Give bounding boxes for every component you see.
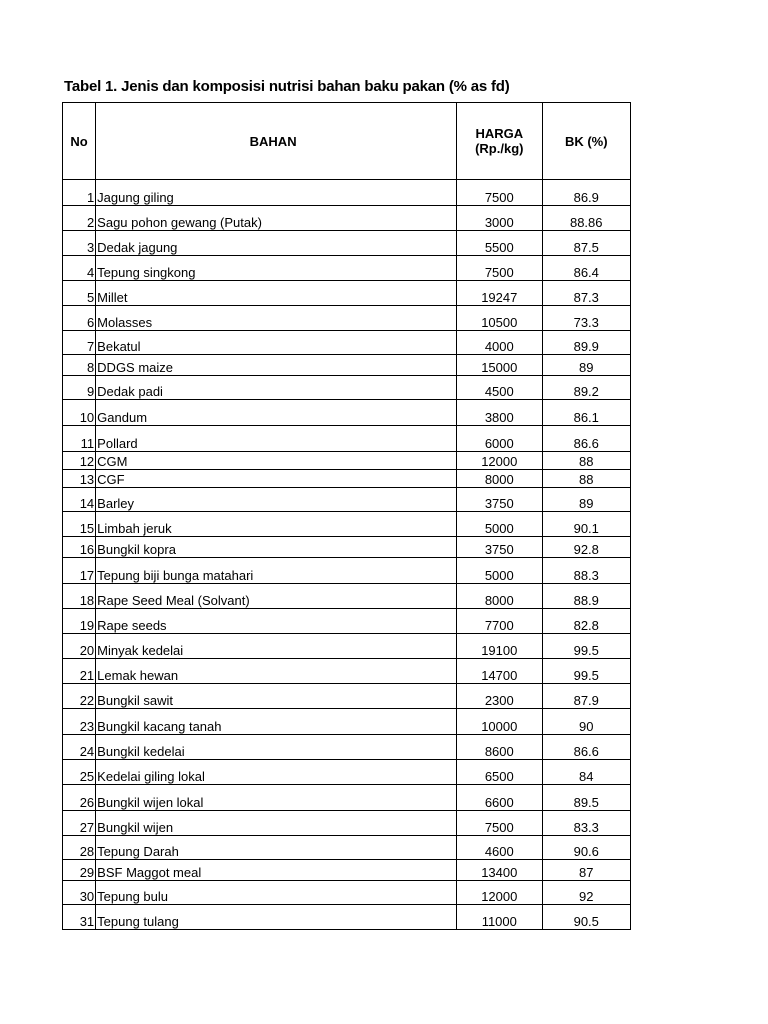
table-row xyxy=(63,331,631,355)
row-number: 8 xyxy=(63,355,96,376)
row-number: 31 xyxy=(63,905,96,930)
row-bk: 90.5 xyxy=(542,905,631,930)
table-row xyxy=(63,860,631,881)
row-bahan: DDGS maize xyxy=(96,355,457,376)
row-bk: 88.3 xyxy=(542,558,631,584)
row-harga: 8000 xyxy=(457,584,542,609)
row-bk: 90 xyxy=(542,709,631,735)
column-header-harga-line2: (Rp./kg) xyxy=(475,141,524,156)
row-harga: 4000 xyxy=(457,331,542,355)
row-harga: 15000 xyxy=(457,355,542,376)
table-row xyxy=(63,584,631,609)
row-bk: 73.3 xyxy=(542,306,631,331)
table-row xyxy=(63,512,631,537)
table-header-row xyxy=(63,103,631,180)
row-bk: 86.4 xyxy=(542,256,631,281)
row-number: 25 xyxy=(63,760,96,785)
row-harga: 19100 xyxy=(457,634,542,659)
table-row xyxy=(63,558,631,584)
row-bahan: Tepung biji bunga matahari xyxy=(96,558,457,584)
row-bahan: CGF xyxy=(96,470,457,488)
table-row xyxy=(63,785,631,811)
row-bahan: Dedak padi xyxy=(96,376,457,400)
table-row xyxy=(63,488,631,512)
table-row xyxy=(63,426,631,452)
row-number: 23 xyxy=(63,709,96,735)
table-row xyxy=(63,256,631,281)
row-harga: 5500 xyxy=(457,231,542,256)
table-row xyxy=(63,760,631,785)
row-bahan: Tepung Darah xyxy=(96,836,457,860)
row-harga: 5000 xyxy=(457,512,542,537)
row-number: 20 xyxy=(63,634,96,659)
table-row xyxy=(63,400,631,426)
row-number: 14 xyxy=(63,488,96,512)
row-bk: 92 xyxy=(542,881,631,905)
column-header-bahan: BAHAN xyxy=(96,103,457,180)
row-bahan: Tepung bulu xyxy=(96,881,457,905)
row-bk: 87.3 xyxy=(542,281,631,306)
row-bahan: Rape seeds xyxy=(96,609,457,634)
row-harga: 7700 xyxy=(457,609,542,634)
row-number: 10 xyxy=(63,400,96,426)
row-harga: 6500 xyxy=(457,760,542,785)
table-row xyxy=(63,376,631,400)
row-bahan: Pollard xyxy=(96,426,457,452)
row-bahan: Millet xyxy=(96,281,457,306)
row-bahan: Minyak kedelai xyxy=(96,634,457,659)
row-bk: 99.5 xyxy=(542,634,631,659)
row-harga: 13400 xyxy=(457,860,542,881)
row-bahan: Tepung tulang xyxy=(96,905,457,930)
row-harga: 2300 xyxy=(457,684,542,709)
table-row xyxy=(63,281,631,306)
table-row xyxy=(63,537,631,558)
row-bahan: Barley xyxy=(96,488,457,512)
table-row xyxy=(63,206,631,231)
row-harga: 8600 xyxy=(457,735,542,760)
row-bk: 82.8 xyxy=(542,609,631,634)
row-bk: 86.1 xyxy=(542,400,631,426)
table-row xyxy=(63,836,631,860)
row-bk: 86.9 xyxy=(542,180,631,206)
row-bahan: Jagung giling xyxy=(96,180,457,206)
row-number: 11 xyxy=(63,426,96,452)
row-bahan: Bungkil sawit xyxy=(96,684,457,709)
column-header-no: No xyxy=(63,103,96,180)
nutrition-table xyxy=(62,102,631,930)
row-bahan: Limbah jeruk xyxy=(96,512,457,537)
column-header-harga xyxy=(457,103,542,180)
row-bk: 83.3 xyxy=(542,811,631,836)
row-bk: 87.5 xyxy=(542,231,631,256)
row-harga: 6600 xyxy=(457,785,542,811)
table-row xyxy=(63,231,631,256)
row-bahan: Lemak hewan xyxy=(96,659,457,684)
table-row xyxy=(63,905,631,930)
row-bk: 86.6 xyxy=(542,735,631,760)
row-bahan: Gandum xyxy=(96,400,457,426)
row-number: 1 xyxy=(63,180,96,206)
row-bk: 92.8 xyxy=(542,537,631,558)
row-number: 18 xyxy=(63,584,96,609)
row-bahan: Molasses xyxy=(96,306,457,331)
row-bahan: Bungkil wijen xyxy=(96,811,457,836)
row-number: 3 xyxy=(63,231,96,256)
row-bahan: Rape Seed Meal (Solvant) xyxy=(96,584,457,609)
table-row xyxy=(63,180,631,206)
row-bahan: Bungkil kopra xyxy=(96,537,457,558)
row-harga: 7500 xyxy=(457,256,542,281)
row-bahan: Bekatul xyxy=(96,331,457,355)
row-bahan: Bungkil kedelai xyxy=(96,735,457,760)
row-number: 26 xyxy=(63,785,96,811)
table-row xyxy=(63,470,631,488)
table-row xyxy=(63,659,631,684)
row-harga: 12000 xyxy=(457,881,542,905)
row-bk: 89.9 xyxy=(542,331,631,355)
row-bk: 89.2 xyxy=(542,376,631,400)
row-number: 19 xyxy=(63,609,96,634)
row-bk: 88 xyxy=(542,470,631,488)
row-bahan: Kedelai giling lokal xyxy=(96,760,457,785)
row-harga: 5000 xyxy=(457,558,542,584)
row-bk: 88.9 xyxy=(542,584,631,609)
row-harga: 3800 xyxy=(457,400,542,426)
row-bahan: Dedak jagung xyxy=(96,231,457,256)
row-harga: 11000 xyxy=(457,905,542,930)
row-number: 22 xyxy=(63,684,96,709)
row-bahan: BSF Maggot meal xyxy=(96,860,457,881)
row-number: 9 xyxy=(63,376,96,400)
row-bk: 89 xyxy=(542,488,631,512)
row-bk: 90.6 xyxy=(542,836,631,860)
row-number: 29 xyxy=(63,860,96,881)
row-number: 2 xyxy=(63,206,96,231)
row-number: 28 xyxy=(63,836,96,860)
row-bahan: CGM xyxy=(96,452,457,470)
row-number: 21 xyxy=(63,659,96,684)
table-body xyxy=(63,180,631,930)
table-row xyxy=(63,609,631,634)
table-row xyxy=(63,355,631,376)
row-bk: 99.5 xyxy=(542,659,631,684)
table-row xyxy=(63,709,631,735)
row-harga: 10500 xyxy=(457,306,542,331)
row-number: 24 xyxy=(63,735,96,760)
row-harga: 8000 xyxy=(457,470,542,488)
row-bk: 89.5 xyxy=(542,785,631,811)
row-harga: 10000 xyxy=(457,709,542,735)
table-row xyxy=(63,881,631,905)
column-header-bk: BK (%) xyxy=(542,103,631,180)
row-bk: 87 xyxy=(542,860,631,881)
row-number: 6 xyxy=(63,306,96,331)
row-bk: 90.1 xyxy=(542,512,631,537)
row-harga: 3750 xyxy=(457,488,542,512)
row-bahan: Sagu pohon gewang (Putak) xyxy=(96,206,457,231)
table-row xyxy=(63,634,631,659)
row-harga: 3750 xyxy=(457,537,542,558)
row-number: 7 xyxy=(63,331,96,355)
row-bahan: Tepung singkong xyxy=(96,256,457,281)
row-number: 17 xyxy=(63,558,96,584)
table-row xyxy=(63,452,631,470)
row-bk: 87.9 xyxy=(542,684,631,709)
row-harga: 4600 xyxy=(457,836,542,860)
row-number: 13 xyxy=(63,470,96,488)
row-bk: 89 xyxy=(542,355,631,376)
row-number: 27 xyxy=(63,811,96,836)
row-harga: 6000 xyxy=(457,426,542,452)
row-bk: 84 xyxy=(542,760,631,785)
row-harga: 7500 xyxy=(457,811,542,836)
row-bk: 86.6 xyxy=(542,426,631,452)
row-bk: 88 xyxy=(542,452,631,470)
row-number: 15 xyxy=(63,512,96,537)
row-harga: 19247 xyxy=(457,281,542,306)
row-bk: 88.86 xyxy=(542,206,631,231)
column-header-harga-line1: HARGA xyxy=(475,126,524,141)
row-harga: 4500 xyxy=(457,376,542,400)
row-harga: 14700 xyxy=(457,659,542,684)
row-number: 30 xyxy=(63,881,96,905)
row-number: 12 xyxy=(63,452,96,470)
row-bahan: Bungkil wijen lokal xyxy=(96,785,457,811)
row-number: 5 xyxy=(63,281,96,306)
row-number: 4 xyxy=(63,256,96,281)
table-row xyxy=(63,684,631,709)
row-harga: 3000 xyxy=(457,206,542,231)
table-row xyxy=(63,811,631,836)
row-bahan: Bungkil kacang tanah xyxy=(96,709,457,735)
row-harga: 12000 xyxy=(457,452,542,470)
table-row xyxy=(63,735,631,760)
table-row xyxy=(63,306,631,331)
table-title: Tabel 1. Jenis dan komposisi nutrisi bahan baku pakan (% as fd) xyxy=(64,78,510,95)
row-harga: 7500 xyxy=(457,180,542,206)
row-number: 16 xyxy=(63,537,96,558)
